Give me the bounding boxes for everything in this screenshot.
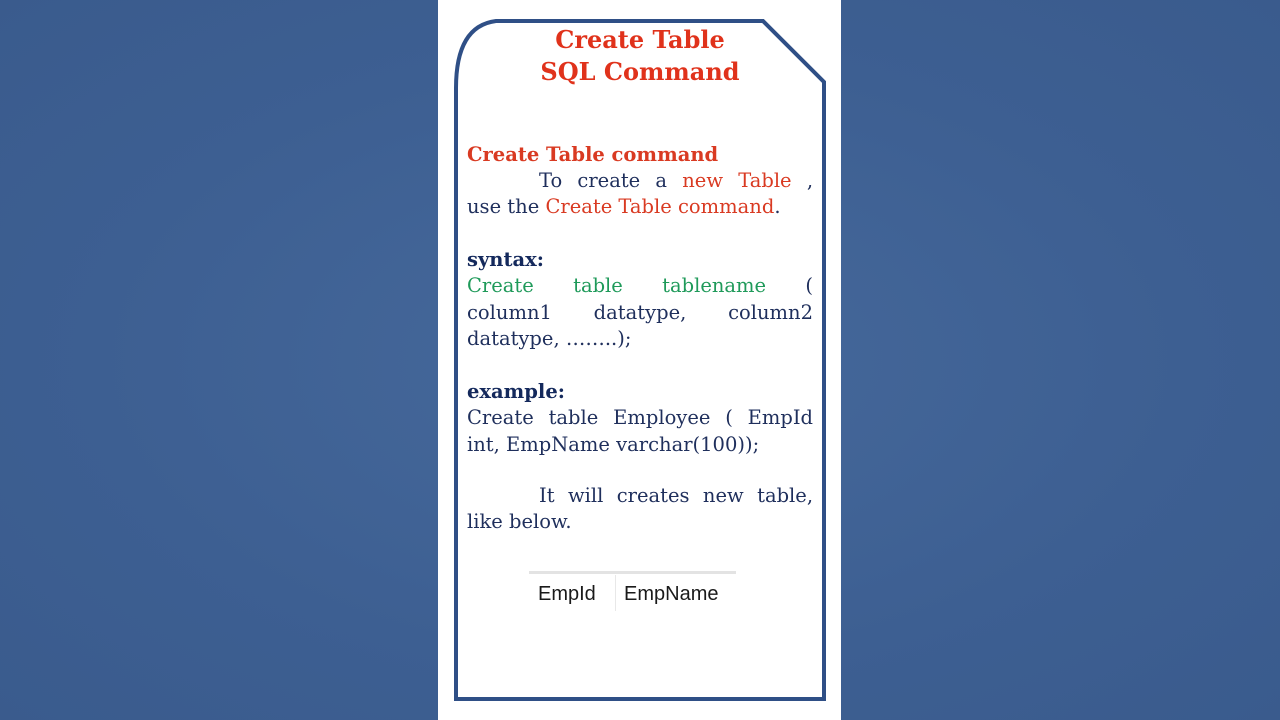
syntax-word: column2: [728, 300, 813, 324]
intro-text-1: To create a: [539, 169, 668, 192]
syntax-word: table: [573, 274, 623, 298]
result-word: table,: [757, 484, 814, 507]
title-line-1: Create Table: [555, 25, 725, 54]
syntax-label: syntax:: [467, 248, 544, 271]
example-word: Employee: [613, 406, 711, 430]
syntax-block: [467, 247, 813, 352]
intro-paragraph: [467, 168, 813, 221]
result-line-1: [467, 483, 813, 509]
intro-highlight-command: Create Table command: [545, 195, 775, 219]
syntax-word: column1: [467, 300, 552, 324]
syntax-line-1: [467, 273, 813, 299]
title-line-2: SQL Command: [540, 57, 740, 86]
example-word: table: [548, 406, 599, 430]
intro-comma: ,: [806, 169, 814, 192]
table-header-preview: [529, 571, 736, 613]
table-top-border: [529, 571, 736, 574]
syntax-word: datatype,: [593, 300, 687, 324]
example-word: Create: [467, 406, 534, 430]
example-word: (: [725, 406, 733, 430]
example-block: [467, 379, 813, 458]
result-line-2: like below.: [467, 510, 572, 534]
intro-highlight-new-table: new Table: [682, 169, 792, 192]
column-header-empname: EmpName: [624, 583, 719, 605]
intro-text-2: use the: [467, 195, 540, 219]
example-label: example:: [467, 380, 565, 403]
intro-line-2: [467, 194, 813, 220]
syntax-word: Create: [467, 274, 534, 298]
intro-line-1: [467, 168, 813, 194]
example-word: EmpId: [747, 406, 814, 430]
result-word: creates: [616, 484, 690, 507]
section-heading: Create Table command: [467, 143, 719, 166]
result-word: new: [702, 484, 744, 507]
result-paragraph: [467, 483, 813, 536]
column-header-empid: EmpId: [538, 583, 596, 605]
slide-card: [438, 0, 841, 720]
column-separator: [615, 575, 616, 611]
section-heading-block: [467, 142, 813, 168]
example-line-2: int, EmpName varchar(100));: [467, 432, 760, 456]
syntax-paren: (: [805, 274, 814, 298]
result-word: will: [567, 484, 604, 507]
result-word: It: [539, 484, 555, 507]
syntax-line-2: [467, 300, 813, 326]
page-title: [500, 24, 780, 88]
intro-period: .: [774, 195, 781, 219]
example-line-1: [467, 405, 813, 431]
syntax-word: tablename: [662, 274, 767, 298]
syntax-line-3: datatype, ……..);: [467, 326, 632, 350]
